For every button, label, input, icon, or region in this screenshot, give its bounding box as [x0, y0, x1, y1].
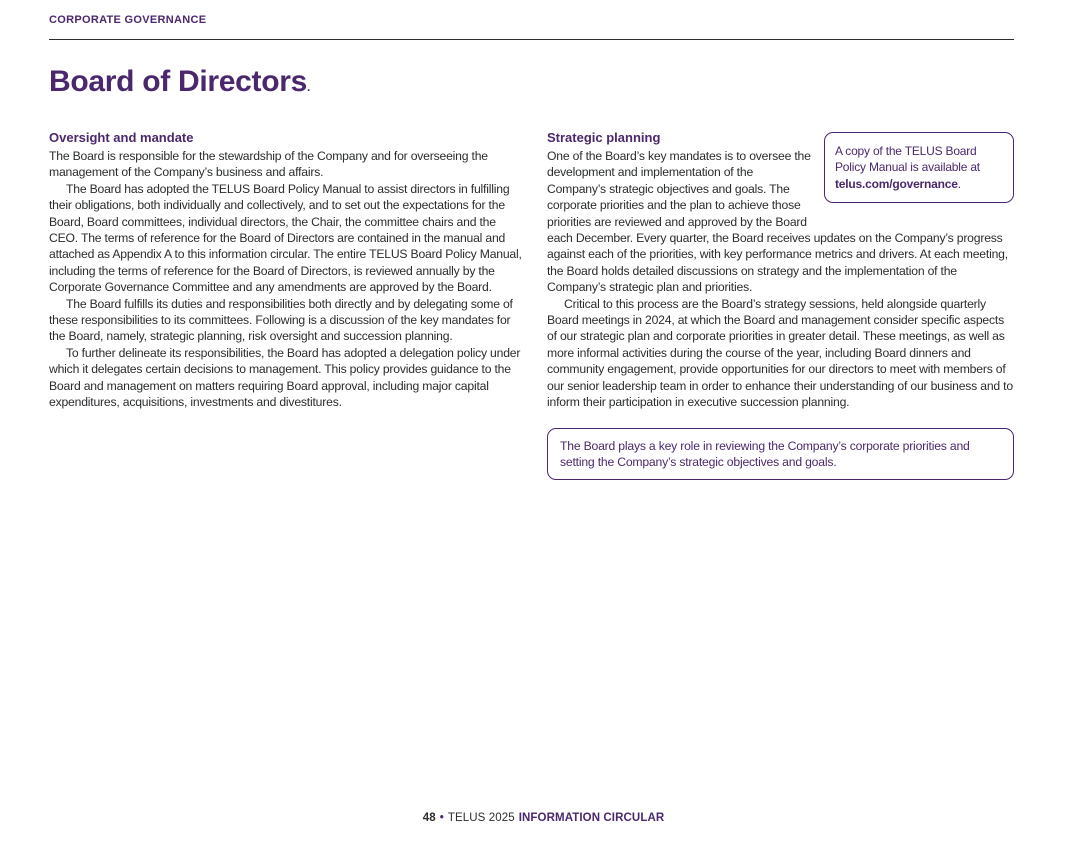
key-role-highlight-box: The Board plays a key role in reviewing the Company’s corporate priorities and setting the Company’s strategic objectives and goals.	[547, 428, 1014, 481]
header-divider	[49, 39, 1014, 40]
oversight-heading: Oversight and mandate	[49, 130, 194, 145]
callout-text: A copy of the TELUS Board Policy Manual is available at	[835, 144, 980, 175]
page-title	[49, 65, 1014, 104]
page-title-period: .	[306, 80, 311, 94]
governance-link[interactable]: telus.com/governance	[835, 176, 958, 191]
footer-doc-title: TELUS 2025	[447, 812, 515, 824]
strategic-paragraph-2: Critical to this process are the Board’s strategy sessions, held alongside quarterly Board meetings in 2024, at which the Board and management consider specific aspects of our strategic plan and corporate priorities in greater detail. These meetings, as well as more informal activities during the course of the year, including Board dinners and community engagement, provide opportunities for our directors to meet with members of our senior leadership team in order to enhance their understanding of our business and to inform their participation in executive succession planning.	[547, 296, 1013, 410]
policy-manual-callout-box	[824, 132, 1014, 203]
footer-page-number: 48	[422, 812, 436, 824]
section-eyebrow: CORPORATE GOVERNANCE	[49, 14, 207, 26]
strategic-planning-heading: Strategic planning	[547, 130, 661, 145]
footer-bullet-separator: •	[439, 812, 444, 824]
strategic-planning-section	[547, 130, 1014, 480]
footer-doc-title-bold: INFORMATION CIRCULAR	[518, 812, 665, 824]
strategic-paragraph-1: One of the Board’s key mandates is to oversee the development and implementation of the Company’s strategic objectives and goals. The corporate priorities and the plan to achieve those priorities are reviewed and approved by the Board each December. Every quarter, the Board receives updates on the Company’s progress against each of the priorities, with key performance metrics and drivers. At each meeting, the Board holds detailed discussions on strategy and the implementation of the Company’s strategic plan and priorities.	[547, 149, 1008, 295]
oversight-paragraph-4: To further delineate its responsibilities, the Board has adopted a delegation policy under which it delegates certain decisions to management. This policy provides guidance to the Board and management on matters requiring Board approval, including major capital expenditures, acquisitions, investments and divestitures.	[49, 345, 521, 410]
oversight-paragraph-3: The Board fulfills its duties and responsibilities both directly and by delegating some of these responsibilities to its committees. Following is a discussion of the key mandates for the Board, namely, strategic planning, risk oversight and succession planning.	[49, 296, 513, 344]
callout-suffix: .	[957, 176, 961, 191]
page-title-text: Board of Directors	[49, 65, 307, 98]
oversight-paragraph-2: The Board has adopted the TELUS Board Policy Manual to assist directors in fulfilling their obligations, both individually and collectively, and to set out the expectations for the Board, Board committees, individual directors, the Chair, the committee chairs and the CEO. The terms of reference for the Board of Directors are contained in the manual and attached as Appendix A to this information circular. The entire TELUS Board Policy Manual, including the terms of reference for the Board of Directors, is reviewed annually by the Corporate Governance Committee and any amendments are approved by the Board.	[49, 181, 522, 295]
page-footer	[0, 812, 1087, 824]
two-column-layout	[49, 130, 1014, 480]
oversight-and-mandate-section	[49, 130, 527, 480]
oversight-paragraph-1: The Board is responsible for the stewardship of the Company and for overseeing the management of the Company’s business and affairs.	[49, 149, 488, 180]
